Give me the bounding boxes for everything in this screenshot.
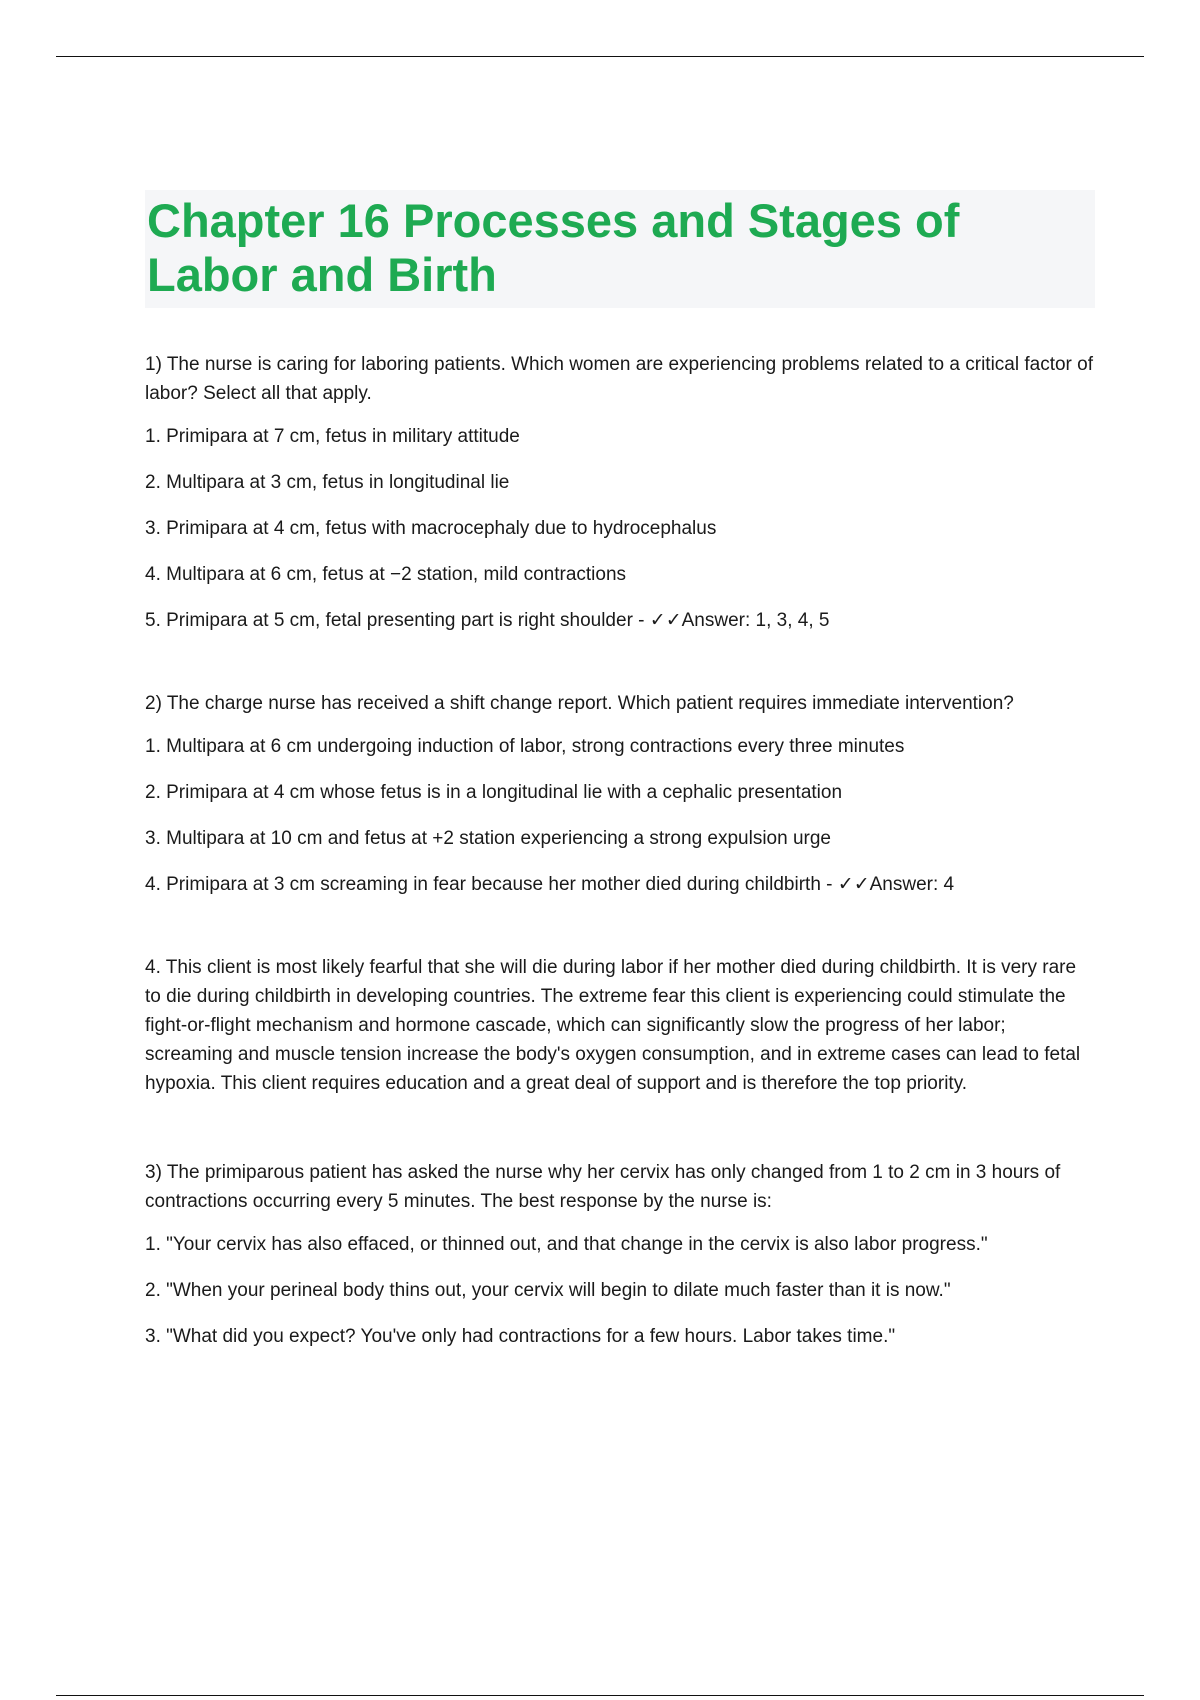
double-check-icon: ✓✓ [837,873,870,895]
answer-option: 2. Multipara at 3 cm, fetus in longitudinal lie [145,472,510,493]
answer-option: 4. Multipara at 6 cm, fetus at −2 station, mild contractions [145,564,627,585]
answer-option-with-answer [145,870,1095,899]
answer-option-with-answer [145,606,1095,635]
answer-option: 3. Multipara at 10 cm and fetus at +2 station experiencing a strong expulsion urge [145,828,831,849]
question-stem: 1) The nurse is caring for laboring patients. Which women are experiencing problems related to a critical factor of labor? Select all that apply. [145,354,1093,404]
answer-option: 1. Primipara at 7 cm, fetus in military attitude [145,426,520,447]
answer-option: 1. Multipara at 6 cm undergoing induction of labor, strong contractions every three minutes [145,736,905,757]
answer-key: Answer: 4 [869,874,955,895]
footer-rule [56,1695,1144,1696]
question-block-1 [145,350,1095,635]
answer-option-text: 5. Primipara at 5 cm, fetal presenting part is right shoulder - [145,610,650,631]
answer-option: 2. Primipara at 4 cm whose fetus is in a longitudinal lie with a cephalic presentation [145,782,843,803]
answer-option: 3. Primipara at 4 cm, fetus with macrocephaly due to hydrocephalus [145,518,717,539]
header-rule [56,56,1144,57]
answer-option: 2. "When your perineal body thins out, your cervix will begin to dilate much faster than it is now." [145,1280,951,1301]
page-title: Chapter 16 Processes and Stages of Labor and Birth [147,194,960,301]
question-stem: 3) The primiparous patient has asked the nurse why her cervix has only changed from 1 to 2 cm in 3 hours of contractions occurring every 5 minutes. The best response by the nurse is: [145,1162,1061,1212]
document-body [145,190,1095,1405]
answer-option-text: 4. Primipara at 3 cm screaming in fear because her mother died during childbirth - [145,874,838,895]
double-check-icon: ✓✓ [649,609,682,631]
answer-option: 3. "What did you expect? You've only had contractions for a few hours. Labor takes time." [145,1326,896,1347]
question-block-3 [145,1158,1095,1351]
answer-key: Answer: 1, 3, 4, 5 [681,610,830,631]
answer-explanation: 4. This client is most likely fearful that she will die during labor if her mother died during childbirth. It is very rare to die during childbirth in developing countries. The extreme fear this client is experiencing could stimulate the fight-or-flight mechanism and hormone cascade, which can significantly slow the progress of her labor; screaming and muscle tension increase the body's oxygen consumption, and in extreme cases can lead to fetal hypoxia. This client requires education and a great deal of support and is therefore the top priority. [145,957,1081,1094]
question-stem: 2) The charge nurse has received a shift change report. Which patient requires immediate intervention? [145,693,1014,714]
answer-option: 1. "Your cervix has also effaced, or thinned out, and that change in the cervix is also labor progress." [145,1234,988,1255]
question-block-2 [145,689,1095,899]
title-banner [145,190,1095,308]
